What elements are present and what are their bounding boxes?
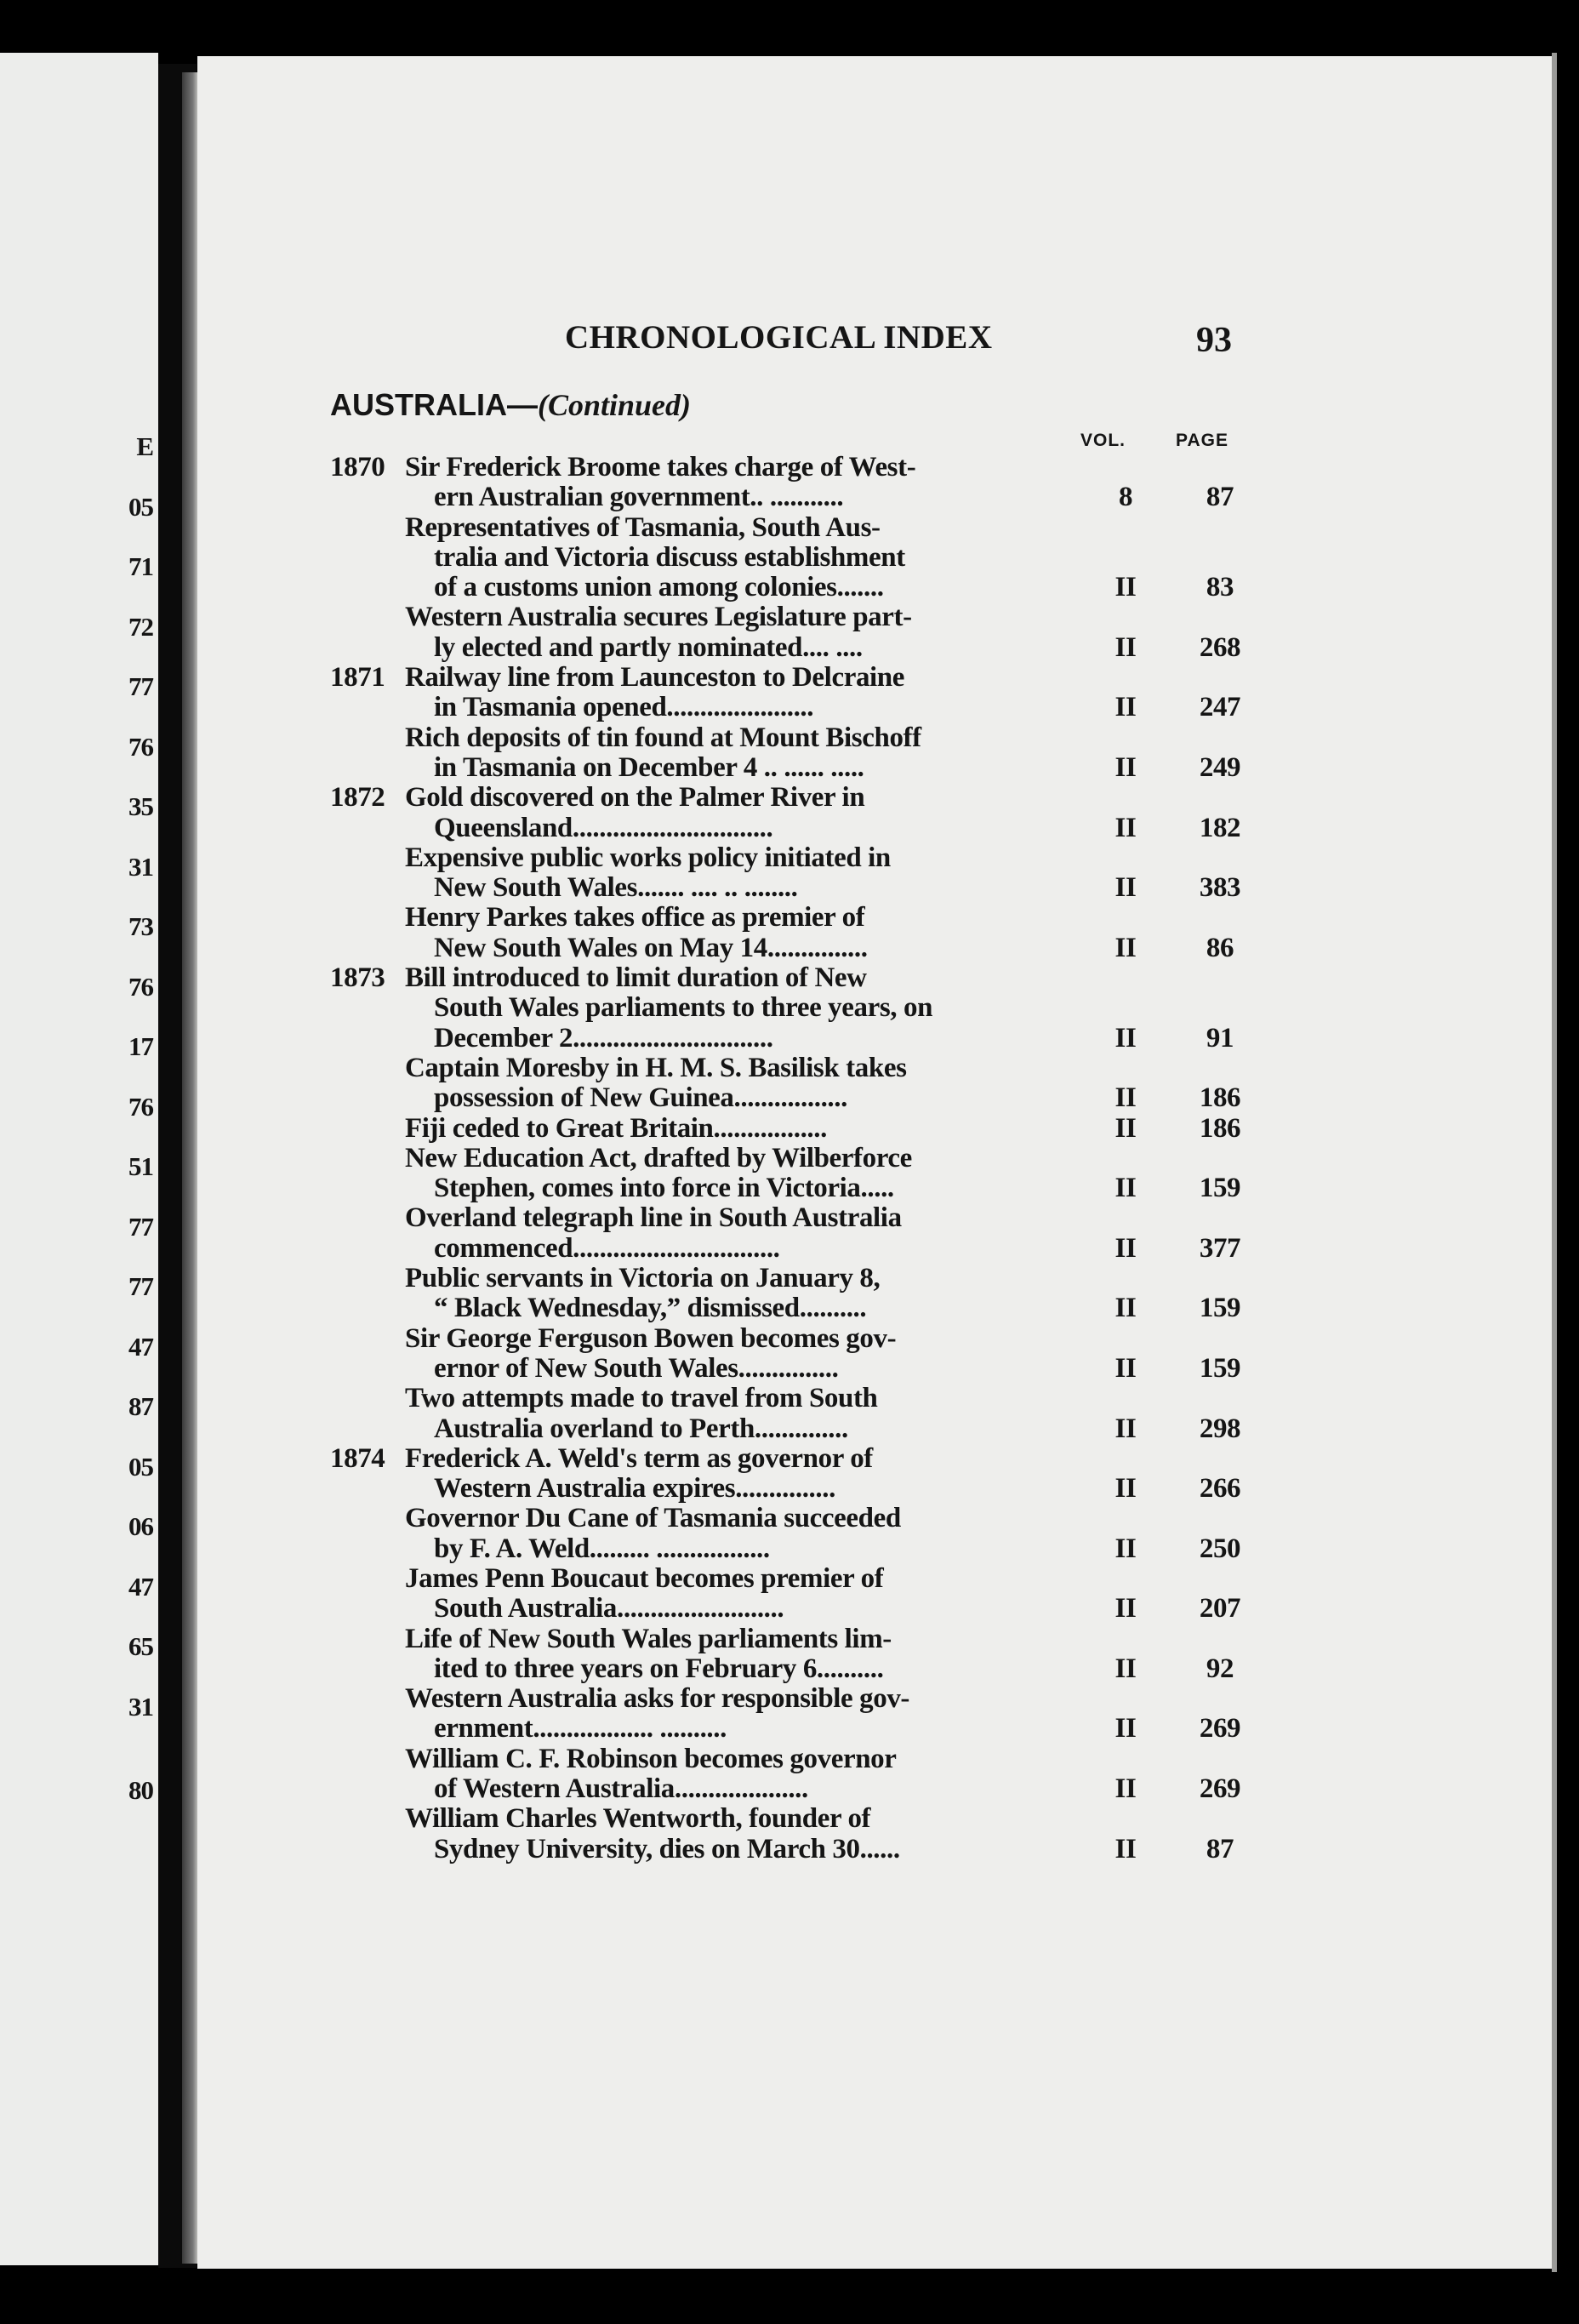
entry-line [330,663,1249,693]
left-page-number: 47 [128,1331,153,1362]
entry-page: 207 [1199,1593,1241,1625]
section-name: AUSTRALIA— [330,387,538,422]
entry-page: 87 [1206,1833,1234,1864]
left-page-number: 71 [128,551,153,581]
entry-text: Frederick A. Weld's term as governor of [405,1442,873,1474]
entry-text: Expensive public works policy initiated in [405,842,891,873]
entry-volume: II [1114,1413,1137,1444]
entry-line [330,903,1249,933]
index-entry [330,1444,1249,1505]
entry-text: Sir Frederick Broome takes charge of West- [405,452,916,483]
entry-line [330,1324,1249,1354]
entry-line [330,1173,1249,1203]
index-entry [330,1324,1249,1385]
entry-volume: II [1114,1352,1137,1384]
entry-text: Two attempts made to travel from South [405,1383,878,1414]
entry-line [330,934,1249,963]
entry-volume: II [1114,692,1137,723]
entry-text: Bill introduced to limit duration of New [405,962,867,994]
left-page-number: 05 [128,491,153,522]
entry-text: Western Australia expires............... [434,1473,835,1505]
left-page-number: 87 [128,1391,153,1421]
entry-line [330,1654,1249,1684]
entry-page: 182 [1199,812,1241,843]
index-entry [330,1804,1249,1864]
left-page-number: 73 [128,911,153,941]
entry-line [330,1774,1249,1804]
entry-year: 1873 [330,962,385,994]
entry-text: of a customs union among colonies....... [434,572,884,603]
entry-line [330,1384,1249,1413]
entry-volume: II [1114,572,1137,603]
entry-text: Overland telegraph line in South Australia [405,1202,902,1234]
left-page-number: 51 [128,1151,153,1181]
entry-text: “ Black Wednesday,” dismissed.......... [434,1293,867,1324]
entry-text: South Australia......................... [434,1593,784,1625]
entry-volume: II [1114,1713,1137,1744]
index-entry [330,1144,1249,1204]
left-page-number: 76 [128,1091,153,1122]
entry-volume: II [1114,1173,1137,1204]
entry-page: 186 [1199,1082,1241,1114]
entry-page: 186 [1199,1112,1241,1144]
entry-line [330,1234,1249,1264]
entry-page: 159 [1199,1173,1241,1204]
entry-line [330,513,1249,543]
page-title: CHRONOLOGICAL INDEX [565,319,993,356]
entry-volume: II [1114,1593,1137,1625]
index-entry [330,1564,1249,1625]
entry-year: 1874 [330,1442,385,1474]
page-number: 93 [1196,321,1232,360]
entry-page: 383 [1199,872,1241,904]
entry-text: Western Australia secures Legislature part- [405,602,912,633]
entry-line [330,573,1249,602]
entry-line [330,1625,1249,1654]
entry-page: 247 [1199,692,1241,723]
index-entry [330,903,1249,963]
entry-text: James Penn Boucaut becomes premier of [405,1562,884,1594]
entry-text: commenced............................... [434,1232,780,1264]
left-page-number: 77 [128,1211,153,1242]
entry-text: Australia overland to Perth.............. [434,1413,848,1444]
entry-line [330,483,1249,512]
entry-page: 159 [1199,1352,1241,1384]
entry-volume: II [1114,1022,1137,1054]
entry-line [330,693,1249,722]
entry-text: New Education Act, drafted by Wilberforce [405,1142,912,1173]
index-entry [330,663,1249,723]
index-entry [330,513,1249,603]
index-entry [330,1054,1249,1114]
entry-line [330,1024,1249,1054]
right-page-edge [1552,53,1557,2272]
entry-page: 159 [1199,1293,1241,1324]
entry-text: Stephen, comes into force in Victoria..... [434,1173,894,1204]
entry-text: Governor Du Cane of Tasmania succeeded [405,1503,901,1534]
entry-text: Western Australia asks for responsible gov- [405,1683,910,1715]
entry-page: 269 [1199,1713,1241,1744]
entry-text: Captain Moresby in H. M. S. Basilisk takes [405,1052,907,1083]
entry-line [330,1354,1249,1384]
entry-line [330,1293,1249,1323]
entry-line [330,1114,1249,1144]
entry-line [330,1083,1249,1113]
left-page-number: 77 [128,671,153,701]
entry-year: 1872 [330,782,385,814]
left-page-number: 72 [128,611,153,642]
left-page-number: 31 [128,1691,153,1722]
entry-line [330,1054,1249,1083]
entry-page: 83 [1206,572,1234,603]
index-entry [330,783,1249,843]
index-entry [330,843,1249,904]
entry-text: ly elected and partly nominated.... .... [434,631,863,663]
column-header-page: PAGE [1176,431,1228,450]
entry-text: Sir George Ferguson Bowen becomes gov- [405,1322,897,1354]
entry-page: 87 [1206,482,1234,513]
entry-line [330,783,1249,813]
entry-line [330,633,1249,663]
entry-volume: II [1114,1082,1137,1114]
entry-line [330,1804,1249,1834]
entry-volume: II [1114,1293,1137,1324]
left-page-number: 47 [128,1571,153,1602]
entry-text: William Charles Wentworth, founder of [405,1803,871,1835]
left-page-number: 17 [128,1031,153,1061]
entry-volume: II [1114,1773,1137,1805]
left-page-number: 05 [128,1451,153,1482]
section-heading [330,387,691,423]
entry-text: Henry Parkes takes office as premier of [405,902,865,934]
entry-text: Gold discovered on the Palmer River in [405,782,865,814]
entry-text: South Wales parliaments to three years, on [434,992,933,1024]
left-page-number: 06 [128,1511,153,1541]
entry-line [330,602,1249,632]
entry-text: Rich deposits of tin found at Mount Bischoff [405,722,921,753]
entry-volume: II [1114,1653,1137,1684]
entry-text: New South Wales....... .... .. ........ [434,872,798,904]
index-entry [330,602,1249,663]
entry-year: 1871 [330,662,385,694]
entry-page: 377 [1199,1232,1241,1264]
entry-line [330,843,1249,873]
entry-line [330,1444,1249,1474]
entry-text: William C. F. Robinson becomes governor [405,1743,897,1774]
entry-volume: 8 [1118,482,1133,513]
entry-text: Representatives of Tasmania, South Aus- [405,511,881,543]
index-entry [330,1744,1249,1805]
entry-line [330,814,1249,843]
entry-line [330,1203,1249,1233]
index-entry [330,723,1249,784]
entry-text: in Tasmania opened...................... [434,692,814,723]
entry-text: by F. A. Weld......... ................. [434,1533,770,1564]
entry-page: 86 [1206,932,1234,963]
entry-volume: II [1114,812,1137,843]
entry-text: ernment.................. .......... [434,1713,727,1744]
left-page-number: 76 [128,971,153,1002]
index-entry [330,1203,1249,1264]
index-entry [330,1264,1249,1324]
entry-page: 269 [1199,1773,1241,1805]
entry-volume: II [1114,932,1137,963]
index-entry [330,1504,1249,1564]
entry-line [330,993,1249,1023]
entry-line [330,1684,1249,1714]
entry-text: in Tasmania on December 4 .. ...... ..... [434,751,864,783]
entry-line [330,873,1249,903]
entry-line [330,1714,1249,1744]
entry-line [330,1414,1249,1444]
entry-text: possession of New Guinea................. [434,1082,847,1114]
entry-text: Railway line from Launceston to Delcraine [405,662,905,694]
spine-edge [182,72,197,2264]
entry-page: 266 [1199,1473,1241,1505]
entry-text: ern Australian government.. ........... [434,482,844,513]
entry-line [330,753,1249,783]
entry-volume: II [1114,1833,1137,1864]
entry-line [330,1564,1249,1594]
index-entry [330,453,1249,513]
entry-volume: II [1114,872,1137,904]
index-entry [330,1625,1249,1685]
entry-volume: II [1114,1112,1137,1144]
left-page-number: 31 [128,851,153,882]
entry-text: Life of New South Wales parliaments lim- [405,1623,892,1654]
entry-volume: II [1114,751,1137,783]
index-entry [330,963,1249,1054]
left-page-number: 80 [128,1775,153,1805]
entry-text: ited to three years on February 6.......... [434,1653,884,1684]
entry-volume: II [1114,1473,1137,1505]
entry-page: 250 [1199,1533,1241,1564]
index-entry [330,1114,1249,1144]
column-header-vol: VOL. [1080,431,1126,450]
entry-year: 1870 [330,452,385,483]
entry-line [330,1504,1249,1533]
index-entries [330,453,1249,1864]
left-page-number: 65 [128,1631,153,1661]
entry-text: Fiji ceded to Great Britain................. [405,1112,827,1144]
entry-line [330,723,1249,753]
entry-line [330,1835,1249,1864]
entry-text: ernor of New South Wales............... [434,1352,839,1384]
entry-volume: II [1114,1232,1137,1264]
entry-line [330,1744,1249,1774]
entry-page: 249 [1199,751,1241,783]
section-continued: (Continued) [537,388,692,422]
entry-line [330,543,1249,573]
entry-text: New South Wales on May 14............... [434,932,868,963]
entry-text: Public servants in Victoria on January 8, [405,1263,881,1294]
entry-page: 92 [1206,1653,1234,1684]
entry-line [330,1594,1249,1624]
entry-text: Sydney University, dies on March 30...... [434,1833,900,1864]
entry-line [330,453,1249,483]
index-entry [330,1384,1249,1444]
entry-line [330,963,1249,993]
entry-volume: II [1114,1533,1137,1564]
entry-page: 298 [1199,1413,1241,1444]
left-page-number: 35 [128,791,153,821]
entry-text: December 2.............................. [434,1022,773,1054]
entry-page: 91 [1206,1022,1234,1054]
index-entry [330,1684,1249,1744]
entry-text: Queensland.............................. [434,812,773,843]
left-page-number: E [136,431,153,461]
left-page [0,53,158,2265]
entry-page: 268 [1199,631,1241,663]
entry-volume: II [1114,631,1137,663]
entry-line [330,1534,1249,1564]
entry-line [330,1144,1249,1173]
left-page-number: 77 [128,1271,153,1301]
entry-text: tralia and Victoria discuss establishment [434,541,905,573]
entry-line [330,1474,1249,1504]
entry-line [330,1264,1249,1293]
entry-text: of Western Australia.................... [434,1773,808,1805]
left-page-number: 76 [128,731,153,762]
